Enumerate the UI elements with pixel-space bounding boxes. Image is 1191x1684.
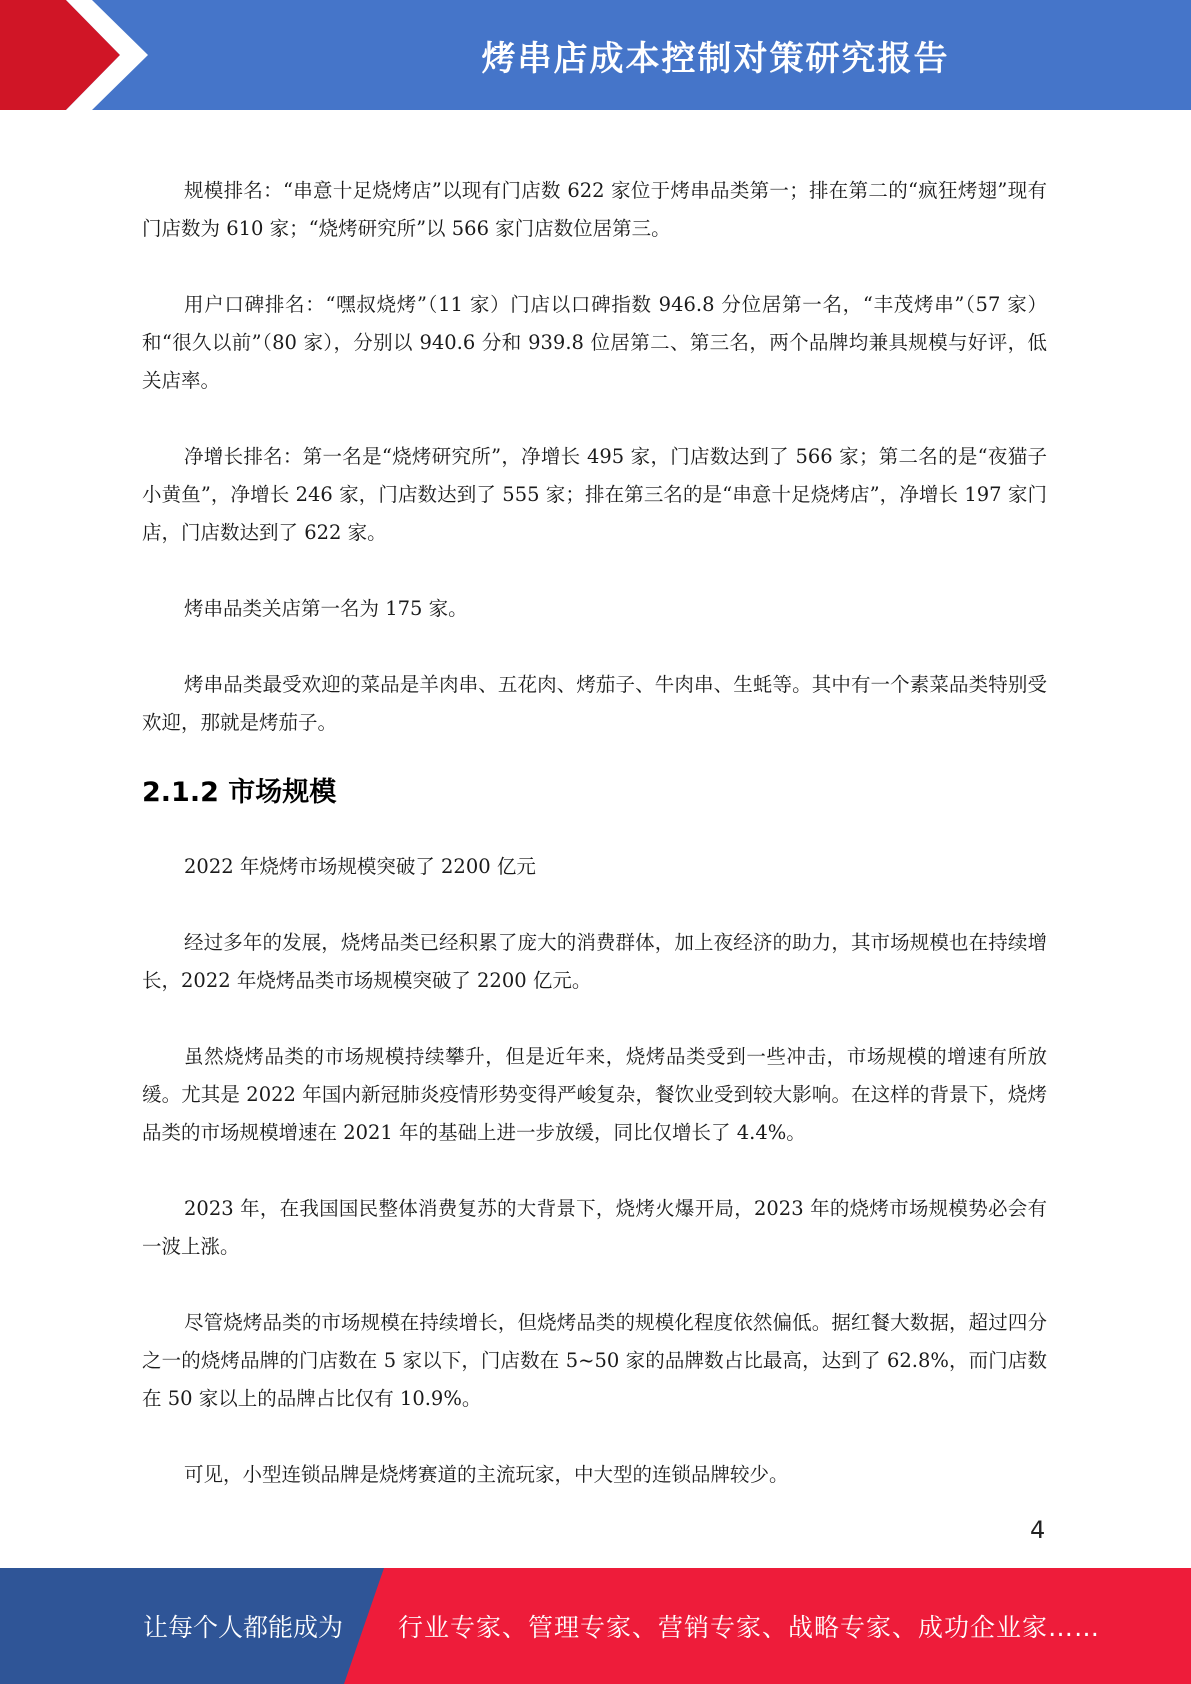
footer-slogan-right: 行业专家、管理专家、营销专家、战略专家、成功企业家…… [398,1613,1101,1642]
paragraph-reputation-ranking: 用户口碑排名：“嘿叔烧烤”（11 家）门店以口碑指数 946.8 分位居第一名，“丰茂烤串”（57 家）和“很久以前”（80 家），分别以 940.6 分和 939.8 位居第二、第三名，两个品牌均兼具规模与好评，低关店率。 [142,293,1047,392]
page-footer [0,1568,1191,1684]
paragraph-closures: 烤串品类关店第一名为 175 家。 [184,597,468,620]
section-heading: 2.1.2 市场规模 [142,777,337,808]
paragraph-growth-ranking: 净增长排名：第一名是“烧烤研究所”，净增长 495 家，门店数达到了 566 家；第二名的是“夜猫子小黄鱼”，净增长 246 家，门店数达到了 555 家；排在第三名的是“串意十足烧烤店”，净增长 197 家门店，门店数达到了 622 家。 [142,445,1047,544]
paragraph-scale-ranking: 规模排名：“串意十足烧烤店”以现有门店数 622 家位于烤串品类第一；排在第二的“疯狂烤翅”现有门店数为 610 家；“烧烤研究所”以 566 家门店数位居第三。 [142,179,1047,240]
paragraph-growth-slowdown: 虽然烧烤品类的市场规模持续攀升，但是近年来，烧烤品类受到一些冲击，市场规模的增速有所放缓。尤其是 2022 年国内新冠肺炎疫情形势变得严峻复杂，餐饮业受到较大影响。在这样的背景下，烧烤品类的市场规模增速在 2021 年的基础上进一步放缓，同比仅增长了 4.4%。 [142,1045,1047,1144]
report-title: 烤串店成本控制对策研究报告 [481,38,950,79]
paragraph-market-size-headline: 2022 年烧烤市场规模突破了 2200 亿元 [184,855,536,878]
paragraph-popular-dishes: 烤串品类最受欢迎的菜品是羊肉串、五花肉、烤茄子、牛肉串、生蚝等。其中有一个素菜品类特别受欢迎，那就是烤茄子。 [142,673,1047,734]
page-header [0,0,1191,110]
red-chevron-decoration [0,0,160,110]
paragraph-chain-scale: 尽管烧烤品类的市场规模在持续增长，但烧烤品类的规模化程度依然偏低。据红餐大数据，超过四分之一的烧烤品牌的门店数在 5 家以下，门店数在 5~50 家的品牌数占比最高，达到了 62.8%，而门店数在 50 家以上的品牌占比仅有 10.9%。 [142,1311,1047,1410]
paragraph-conclusion: 可见，小型连锁品牌是烧烤赛道的主流玩家，中大型的连锁品牌较少。 [184,1463,789,1486]
paragraph-2023-outlook: 2023 年，在我国国民整体消费复苏的大背景下，烧烤火爆开局，2023 年的烧烤市场规模势必会有一波上涨。 [142,1197,1047,1258]
page-number: 4 [1030,1516,1046,1544]
paragraph-market-growth: 经过多年的发展，烧烤品类已经积累了庞大的消费群体，加上夜经济的助力，其市场规模也在持续增长，2022 年烧烤品类市场规模突破了 2200 亿元。 [142,931,1047,992]
footer-slogan-left: 让每个人都能成为 [143,1613,344,1642]
document-body [142,172,1047,1494]
